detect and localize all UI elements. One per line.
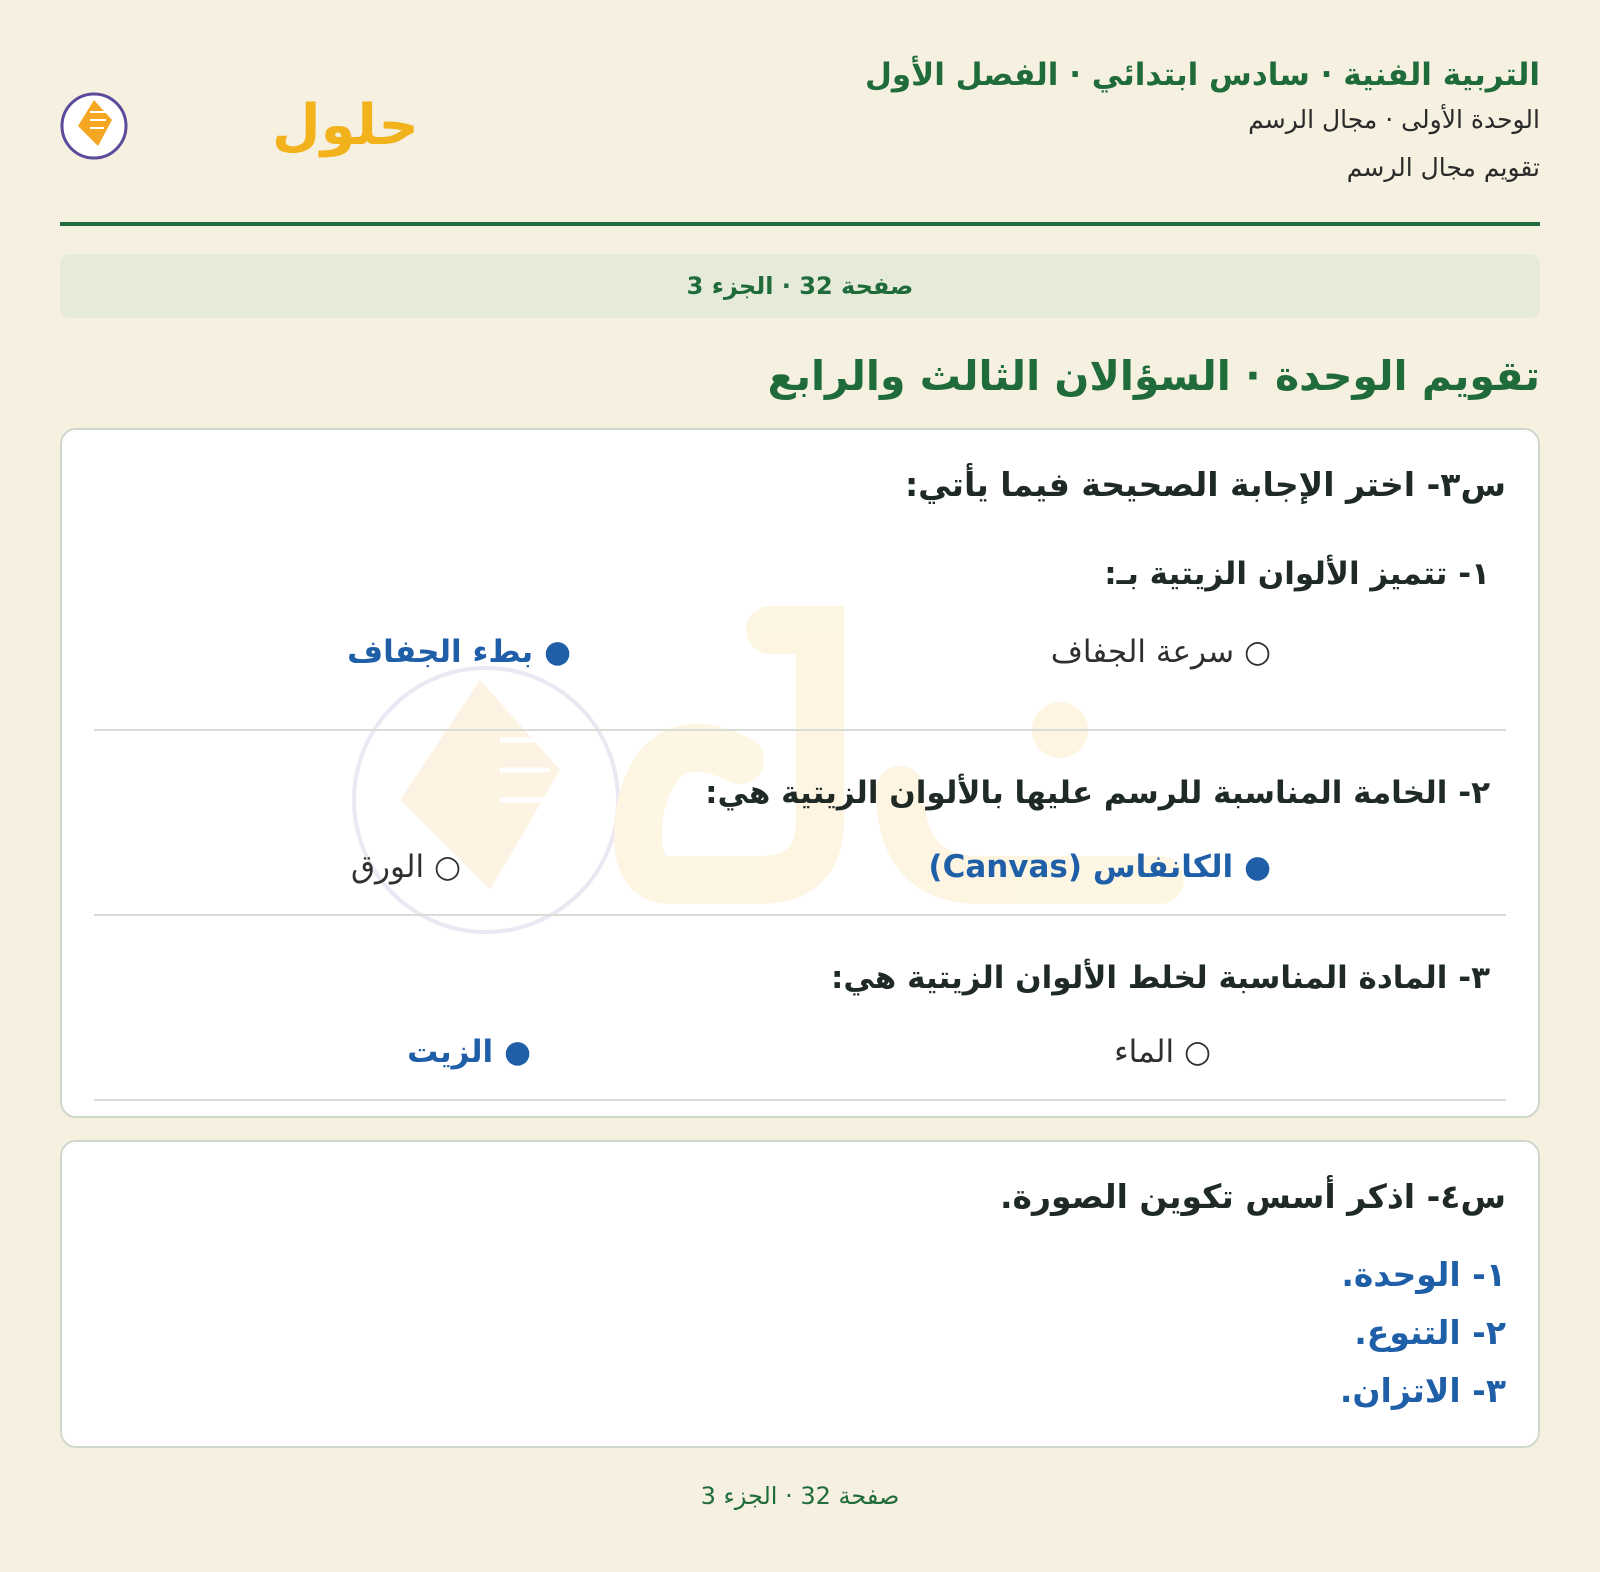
page-header — [60, 0, 1540, 226]
question-3-item-2 — [94, 731, 1506, 916]
item-2-option-a[interactable]: ● الكانفاس (Canvas) — [928, 849, 1271, 885]
section-title: تقويم الوحدة · السؤالان الثالث والرابع — [767, 352, 1540, 400]
item-2-prompt: ٢- الخامة المناسبة للرسم عليها بالألوان الزيتية هي: — [705, 775, 1490, 811]
page-badge: صفحة 32 · الجزء 3 — [60, 254, 1540, 318]
question-3-card — [60, 428, 1540, 1118]
header-text — [865, 54, 1540, 192]
answer-item: ١- الوحدة. — [1341, 1255, 1506, 1294]
page-footer: صفحة 32 · الجزء 3 — [700, 1482, 900, 1510]
item-3-option-a[interactable]: ○ الماء — [1114, 1034, 1211, 1070]
question-4-answers — [94, 1246, 1506, 1420]
unit-label: الوحدة الأولى · مجال الرسم — [1248, 105, 1540, 134]
subject-title: التربية الفنية · سادس ابتدائي · الفصل الأول — [864, 57, 1540, 93]
item-1-option-a[interactable]: ○ سرعة الجفاف — [1050, 634, 1271, 670]
logo-text: حلول — [272, 93, 419, 158]
answer-item: ٢- التنوع. — [1354, 1313, 1506, 1352]
question-4-title: س٤- اذكر أسس تكوين الصورة. — [999, 1177, 1506, 1216]
item-3-prompt: ٣- المادة المناسبة لخلط الألوان الزيتية هي: — [831, 960, 1490, 996]
document-page — [60, 0, 1540, 1448]
question-3-title: س٣- اختر الإجابة الصحيحة فيما يأتي: — [904, 465, 1506, 504]
item-3-option-b[interactable]: ● الزيت — [407, 1034, 531, 1070]
lesson-label: تقويم مجال الرسم — [1346, 153, 1540, 182]
question-3-item-3 — [94, 916, 1506, 1101]
hulul-logo — [60, 78, 419, 168]
item-1-option-b[interactable]: ● بطء الجفاف — [347, 634, 571, 670]
item-1-prompt: ١- تتميز الألوان الزيتية بـ: — [1104, 556, 1490, 592]
question-4-card — [60, 1140, 1540, 1448]
question-3-item-1 — [94, 546, 1506, 731]
answer-item: ٣- الاتزان. — [1339, 1371, 1506, 1410]
item-2-option-b[interactable]: ○ الورق — [351, 849, 461, 885]
